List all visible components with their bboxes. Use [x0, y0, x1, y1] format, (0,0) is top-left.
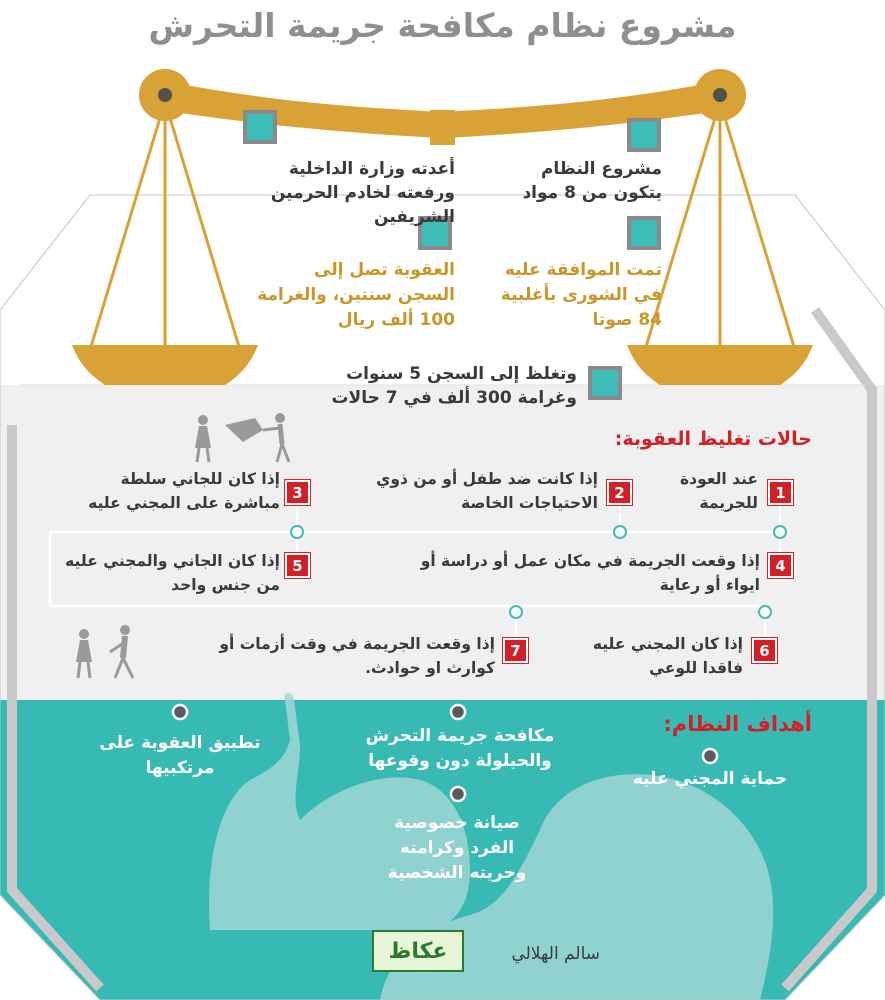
- case-number-badge: 4: [768, 553, 793, 578]
- case-text: إذا كان المجني عليه فاقدا للوعي: [592, 635, 743, 677]
- okaz-logo: [372, 930, 464, 972]
- okaz-logo-text: عكاظ: [388, 938, 448, 964]
- case-number-badge: 3: [285, 480, 310, 505]
- case-number-badge: 5: [285, 553, 310, 578]
- fact-aggravated-penalty: وتغلظ إلى السجن 5 سنوات وغرامة 300 ألف في 7 حالات: [331, 364, 577, 408]
- goals-heading: أهداف النظام:: [663, 712, 812, 736]
- page-title: مشروع نظام مكافحة جريمة التحرش: [148, 6, 737, 45]
- cases-heading: حالات تغليظ العقوبة:: [614, 428, 812, 450]
- case-text: عند العودة للجريمة: [680, 470, 758, 512]
- fact-shura-approval: تمت الموافقة عليه في الشورى بأغلبية 84 صوتا: [500, 260, 662, 330]
- author-credit: سالم الهلالي: [511, 944, 600, 964]
- case-text: إذا كان الجاني والمجني عليه من جنس واحد: [65, 552, 280, 594]
- case-number-badge: 7: [503, 638, 528, 663]
- goal-combat-harassment: مكافحة جريمة التحرش والحيلولة دون وقوعها: [365, 726, 555, 771]
- goal-protect-victim: حماية المجني عليه: [632, 769, 788, 789]
- case-text: إذا وقعت الجريمة في مكان عمل أو دراسة أو ايواء أو رعاية: [420, 552, 760, 594]
- goal-privacy-dignity: صيانة خصوصية الفرد وكرامته وحريته الشخصية: [387, 813, 527, 883]
- case-number-badge: 1: [768, 480, 793, 505]
- case-number-badge: 2: [607, 480, 632, 505]
- case-text: إذا كان للجاني سلطة مباشرة على المجني عليه: [88, 470, 280, 512]
- case-number-badge: 6: [752, 638, 777, 663]
- fact-prepared-by: أعدته وزارة الداخلية ورفعته لخادم الحرمين الشريفين: [270, 159, 455, 227]
- case-text: إذا وقعت الجريمة في وقت أزمات أو كوارث او حوادث.: [219, 635, 495, 677]
- fact-penalty: العقوبة تصل إلى السجن سنتين، والغرامة 100 ألف ريال: [257, 260, 455, 330]
- fact-articles: مشروع النظام يتكون من 8 مواد: [522, 159, 662, 203]
- case-text: إذا كانت ضد طفل أو من ذوي الاحتياجات الخاصة: [376, 470, 598, 512]
- goal-apply-penalty: تطبيق العقوبة على مرتكبيها: [99, 733, 261, 778]
